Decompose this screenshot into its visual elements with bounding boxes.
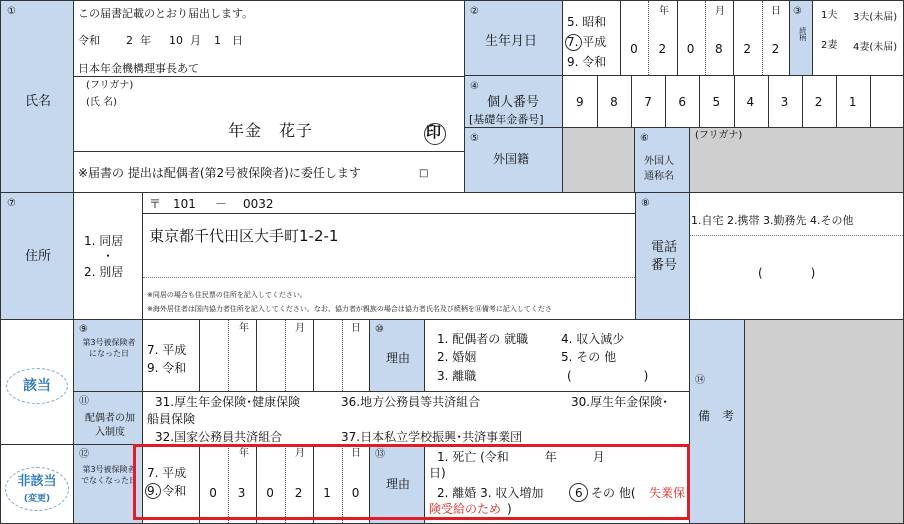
address-note-1: ※同居の場合も住民票の住所を記入してください。 bbox=[147, 291, 307, 299]
furigana-label: (フリガナ) bbox=[86, 80, 134, 91]
declaration-text: この届書記載のとおり届出します。 bbox=[78, 7, 254, 20]
declaration-day-unit: 日 bbox=[232, 34, 243, 47]
declaration-month: 10 bbox=[169, 34, 183, 47]
reason-opt-income-decrease: 4. 収入減少 bbox=[561, 332, 625, 346]
became-insured-label: 第3号被保険者になった日 bbox=[82, 338, 136, 358]
birthdate-divider bbox=[648, 1, 649, 75]
reason-opt-other: 5. その 他 bbox=[561, 350, 617, 364]
birthdate-digit: 2 bbox=[771, 42, 780, 56]
cohabitation-opt-apart: 2. 別居 bbox=[84, 265, 124, 279]
personal-number-digit: 1 bbox=[848, 95, 857, 109]
cohabitation-cell bbox=[73, 192, 143, 320]
personal-number-digit: 8 bbox=[610, 95, 618, 109]
personal-number-divider bbox=[631, 76, 632, 127]
became-insured-era-heisei: 7. 平成 bbox=[147, 343, 187, 357]
section-6-number: ⑥ bbox=[640, 133, 649, 144]
reason-opt-marriage: 2. 婚姻 bbox=[437, 350, 477, 364]
addressee-text: 日本年金機構理事長あて bbox=[78, 62, 199, 75]
remarks-label-cell bbox=[689, 319, 745, 524]
personal-number-digit: 9 bbox=[576, 95, 584, 109]
became-insured-day-unit: 日 bbox=[351, 323, 361, 334]
lost-insured-digit: 0 bbox=[351, 486, 360, 500]
birthdate-digit: 8 bbox=[715, 42, 723, 56]
section-8-number: ⑧ bbox=[641, 198, 650, 209]
became-insured-era-reiwa: 9. 令和 bbox=[147, 361, 187, 375]
not-applicable-badge-text: 非該当 bbox=[17, 474, 57, 489]
birthdate-divider bbox=[705, 1, 706, 75]
birthdate-value-cell bbox=[562, 0, 790, 76]
personal-number-digit: 7 bbox=[644, 95, 652, 109]
personal-number-divider bbox=[836, 76, 837, 127]
personal-number-divider bbox=[597, 76, 598, 127]
address-label-cell bbox=[0, 192, 74, 320]
phone-value-cell bbox=[689, 192, 904, 320]
pension-opt-30: 30.厚生年金保険･ bbox=[571, 395, 669, 409]
reason-label-cell bbox=[369, 319, 425, 392]
personal-number-divider bbox=[870, 76, 871, 127]
lost-insured-era-heisei: 7. 平成 bbox=[147, 466, 187, 480]
birthdate-digit: 2 bbox=[658, 42, 667, 56]
remarks-value-cell bbox=[744, 319, 904, 524]
not-applicable-badge bbox=[5, 467, 69, 511]
personal-number-divider bbox=[802, 76, 803, 127]
postal-mark: 〒 bbox=[149, 197, 162, 211]
became-insured-divider bbox=[256, 320, 257, 391]
loss-reason-opt-divorce-income: 2. 離婚 3. 収入増加 bbox=[437, 486, 544, 500]
lost-insured-digit: 0 bbox=[266, 486, 274, 500]
alias-label-1: 外国人 bbox=[644, 156, 674, 167]
lost-insured-year-unit: 年 bbox=[239, 448, 249, 459]
address-value-cell bbox=[142, 192, 636, 320]
section-7-number: ⑦ bbox=[7, 198, 16, 209]
became-insured-divider bbox=[342, 320, 343, 391]
personal-number-digit: 6 bbox=[678, 95, 686, 109]
lost-insured-digit: 1 bbox=[323, 486, 331, 500]
birthdate-era-reiwa: 9. 令和 bbox=[567, 55, 607, 69]
section-5-number: ⑤ bbox=[470, 133, 479, 144]
pension-system-label-cell bbox=[73, 391, 143, 445]
personal-number-divider bbox=[734, 76, 735, 127]
highlight-frame bbox=[133, 444, 690, 520]
pension-system-value-cell bbox=[142, 391, 690, 445]
birthdate-day-unit: 日 bbox=[771, 6, 781, 17]
address-label: 住所 bbox=[25, 249, 52, 264]
birthdate-digit: 0 bbox=[630, 42, 638, 56]
birthdate-divider bbox=[762, 1, 763, 75]
declaration-year-unit: 年 bbox=[140, 34, 151, 47]
lost-insured-digit: 0 bbox=[209, 486, 217, 500]
lost-insured-label: 第3号被保険者でなくなった日 bbox=[81, 465, 137, 485]
birthdate-label-cell bbox=[464, 0, 563, 76]
pension-opt-37: 37.日本私立学校振興･共済事業団 bbox=[341, 430, 523, 444]
address-value: 東京都千代田区大手町1-2-1 bbox=[149, 227, 339, 245]
lost-insured-day-unit: 日 bbox=[351, 448, 361, 459]
section-9-number: ⑨ bbox=[79, 324, 88, 335]
became-insured-divider bbox=[285, 320, 286, 391]
personal-number-label-cell bbox=[464, 75, 563, 128]
phone-options: 1.自宅 2.携帯 3.勤務先 4.その他 bbox=[691, 214, 854, 227]
pension-opt-30-cont: 船員保険 bbox=[147, 412, 196, 426]
birthdate-divider bbox=[733, 1, 734, 75]
personal-number-digit: 4 bbox=[746, 95, 755, 109]
personal-number-digit: 5 bbox=[712, 95, 721, 109]
alias-furigana-label: (フリガナ) bbox=[695, 130, 743, 141]
birthdate-era-showa: 5. 昭和 bbox=[567, 15, 607, 29]
declaration-year: 2 bbox=[126, 34, 133, 47]
not-applicable-label-cell bbox=[0, 444, 74, 524]
birthdate-label: 生年月日 bbox=[485, 34, 538, 49]
lost-insured-digit: 2 bbox=[294, 486, 303, 500]
lost-insured-month-unit: 月 bbox=[295, 448, 305, 459]
phone-label-cell bbox=[635, 192, 690, 320]
alias-label-cell bbox=[634, 127, 690, 193]
relationship-label-cell bbox=[789, 0, 813, 76]
nationality-label-cell bbox=[464, 127, 563, 193]
reason-opt-employment: 1. 配偶者の 就職 bbox=[437, 332, 529, 346]
loss-reason-opt-other: その 他( bbox=[591, 486, 636, 500]
alias-value-cell bbox=[689, 127, 904, 193]
loss-reason-other-detail: 失業保 bbox=[649, 486, 686, 500]
loss-reason-opt-death: 1. 死亡 (令和 年 月 bbox=[437, 450, 605, 464]
became-insured-divider bbox=[228, 320, 229, 391]
birthdate-month-unit: 月 bbox=[715, 6, 725, 17]
personal-number-digit: 3 bbox=[780, 95, 789, 109]
person-name-value: 年金 花子 bbox=[228, 121, 314, 140]
address-note-2: ※海外居住者は国内協力者住所を記入してください。なお、協力者が親族の場合は協力者氏名及び続柄を⑭備考に記入してくださ bbox=[147, 305, 552, 313]
phone-label-1: 電話 bbox=[651, 240, 678, 255]
declaration-month-unit: 月 bbox=[190, 34, 201, 47]
reason-other-paren: ( ) bbox=[567, 369, 649, 383]
birthdate-year-unit: 年 bbox=[659, 6, 669, 17]
became-insured-label-cell bbox=[73, 319, 143, 392]
relationship-opt-husband-unreg: 3夫(未届) bbox=[853, 12, 898, 23]
pension-system-label: 配偶者の加入制度 bbox=[85, 413, 135, 438]
personal-number-divider bbox=[699, 76, 700, 127]
section-11-number: ⑪ bbox=[79, 396, 89, 407]
name-label: 氏名 bbox=[25, 94, 52, 109]
personal-number-digit: 2 bbox=[814, 95, 823, 109]
postal-code-first: 101 bbox=[173, 197, 196, 211]
section-4-number: ④ bbox=[470, 81, 479, 92]
birthdate-digit: 2 bbox=[743, 42, 751, 56]
pension-number-label: [基礎年金番号] bbox=[469, 113, 544, 126]
loss-reason-opt-death-end: 日) bbox=[429, 466, 446, 480]
became-insured-date-cell bbox=[142, 319, 370, 392]
birthdate-era-heisei: 7. 平成 bbox=[567, 35, 607, 49]
alias-label-2: 通称名 bbox=[644, 171, 674, 182]
reason-opt-job-loss: 3. 離職 bbox=[437, 369, 477, 383]
loss-reason-other-detail-2: 険受給のため bbox=[429, 502, 502, 516]
declaration-era: 令和 bbox=[78, 34, 100, 47]
loss-reason-other-close: ) bbox=[507, 502, 512, 516]
relationship-opt-wife-unreg: 4妻(未届) bbox=[853, 42, 898, 53]
relationship-opt-husband: 1夫 bbox=[821, 10, 838, 21]
personal-number-divider bbox=[768, 76, 769, 127]
personal-number-label: 個人番号 bbox=[487, 95, 540, 110]
loss-reason-opt-other-num: 6 bbox=[575, 486, 583, 500]
name-label-cell bbox=[0, 0, 74, 193]
pension-opt-31: 31.厚生年金保険･健康保険 bbox=[155, 395, 301, 409]
reason-value-cell bbox=[424, 319, 690, 392]
pension-opt-32: 32.国家公務員共済組合 bbox=[155, 430, 283, 444]
person-name-label: (氏 名) bbox=[86, 97, 117, 108]
phone-label-2: 番号 bbox=[651, 258, 678, 273]
applicable-badge: 該当 bbox=[6, 368, 68, 404]
lost-insured-era-reiwa: 9. 令和 bbox=[147, 484, 187, 498]
name-cell bbox=[73, 0, 465, 193]
loss-reason-label: 理由 bbox=[386, 477, 411, 491]
became-insured-year-unit: 年 bbox=[239, 323, 249, 334]
cohabitation-opt-together: 1. 同居 bbox=[84, 234, 124, 248]
section-10-number: ⑩ bbox=[375, 324, 384, 335]
phone-number-paren: ( ) bbox=[758, 266, 816, 280]
applicable-label-cell bbox=[0, 319, 74, 445]
personal-number-value-cell bbox=[562, 75, 904, 128]
postal-code-second: 0032 bbox=[243, 197, 274, 211]
nationality-value-cell bbox=[562, 127, 635, 193]
remarks-label: 備 考 bbox=[698, 409, 735, 423]
birthdate-digit: 0 bbox=[686, 42, 695, 56]
birthdate-divider bbox=[677, 1, 678, 75]
section-14-number: ⑭ bbox=[695, 375, 705, 386]
cohabitation-dot: ・ bbox=[102, 249, 115, 263]
section-12-number: ⑫ bbox=[79, 449, 89, 460]
postal-code-dash: － bbox=[215, 197, 228, 211]
relationship-opt-wife: 2妻 bbox=[821, 40, 838, 51]
personal-number-divider bbox=[665, 76, 666, 127]
reason-label: 理由 bbox=[386, 351, 411, 365]
declaration-day: 1 bbox=[214, 34, 221, 47]
relationship-value-cell bbox=[812, 0, 904, 76]
section-2-number: ② bbox=[470, 6, 479, 17]
delegation-text: ※届書の 提出は配偶者(第2号被保険者)に委任します bbox=[78, 166, 361, 180]
section-13-number: ⑬ bbox=[375, 449, 385, 460]
became-insured-divider bbox=[313, 320, 314, 391]
seal-mark: 印 bbox=[426, 123, 442, 141]
not-applicable-badge-sub: (変更) bbox=[23, 493, 51, 504]
nationality-label: 外国籍 bbox=[493, 152, 530, 166]
section-3-number: ③ bbox=[793, 6, 802, 17]
lost-insured-digit: 3 bbox=[237, 486, 246, 500]
became-insured-month-unit: 月 bbox=[295, 323, 305, 334]
pension-opt-36: 36.地方公務員等共済組合 bbox=[341, 395, 481, 409]
relationship-label: 続柄 bbox=[798, 27, 807, 41]
section-1-number: ① bbox=[7, 6, 16, 17]
delegation-checkbox[interactable]: □ bbox=[419, 168, 429, 179]
